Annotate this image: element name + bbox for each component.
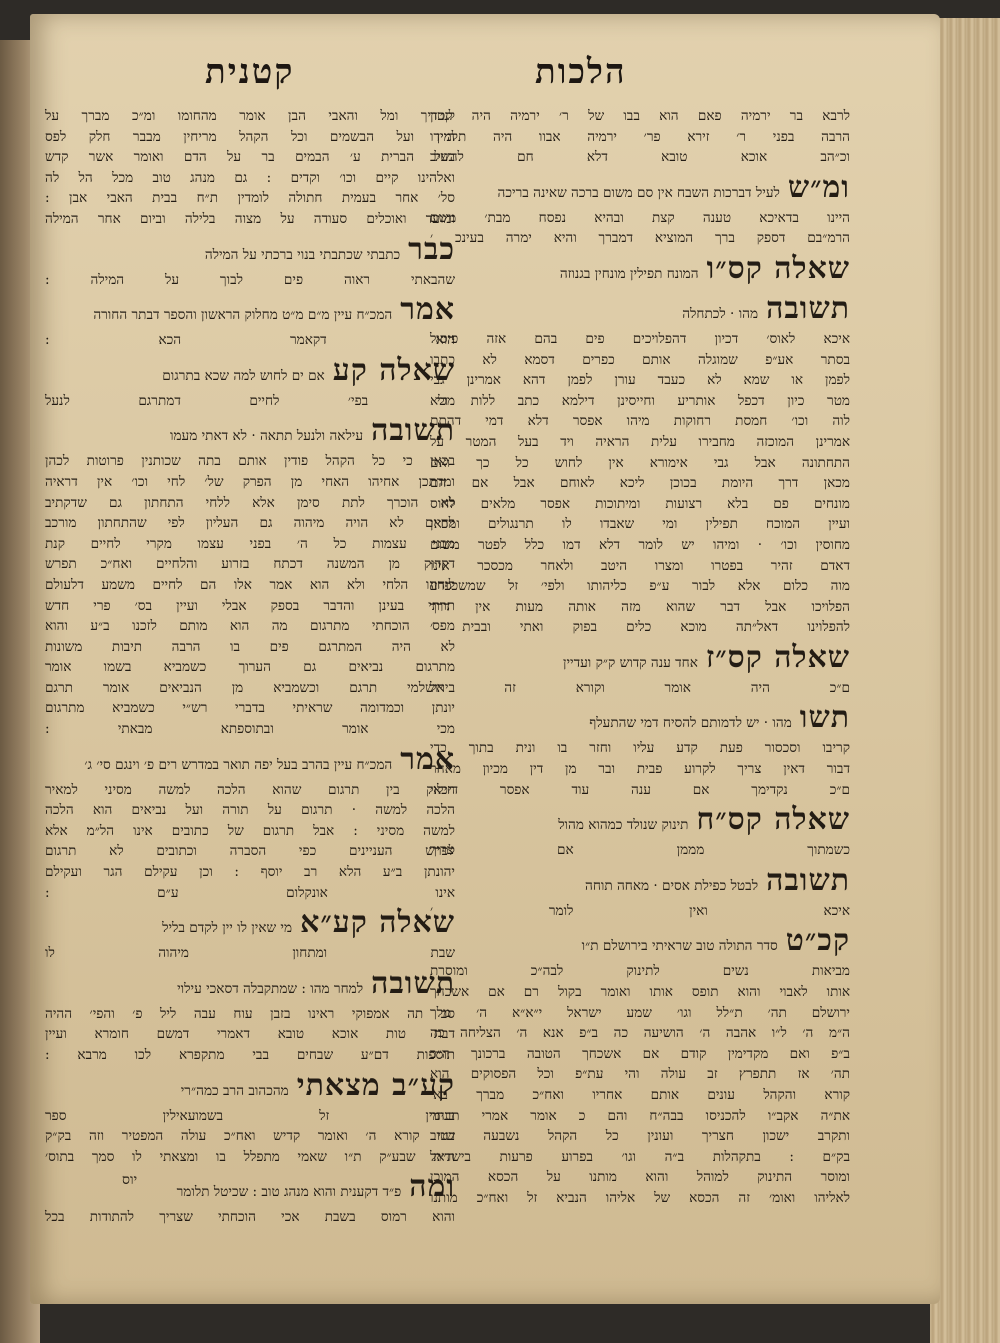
text-line: אמרינן המוכזה מחבירו עלית הראיה ויד בעל המטר על xyxy=(430,433,850,450)
heading-text: המכ״ח עיין בהרב בעל יפה תואר במדרש רים פ׳ וינגם סי׳ ג׳ xyxy=(84,756,393,773)
section-heading xyxy=(45,413,455,451)
book-page xyxy=(30,14,940,1304)
text-line: שני קורא ה׳ ואומר קדיש ואח״כ עולה המפטיר וזה בק״ק xyxy=(45,1128,455,1145)
section-heading xyxy=(45,742,455,780)
text-line: לרבא בר ירמיה פאם הוא בבו של ר׳ ירמיה היה קטון xyxy=(430,108,850,124)
section-heading xyxy=(45,1068,455,1106)
heading-word: שאלה קס״ח xyxy=(696,802,850,838)
right-text-column xyxy=(430,106,850,1206)
text-line: לחיים לא הויה מיהוה גם העליון לפי שהתחתון מורכב xyxy=(45,515,455,532)
heading-word: ומה xyxy=(409,1169,455,1205)
heading-word: שאלה קע״א xyxy=(300,905,455,941)
text-line: בנימין זל בשמועאילין ספר xyxy=(45,1107,455,1124)
text-line: לוחהו הלחי ולא הוא אמר אלו הם לחיים משמע דלעולם xyxy=(45,576,455,593)
text-line: היין ועל הבשמים וכל הקהל מריחין מבבר חלק לפס xyxy=(45,128,455,145)
text-line: לא הוכרך לתת סימן אלא ללחי התחתון גם שדקתיב xyxy=(45,494,455,511)
signature-mark: יוס xyxy=(122,1172,138,1188)
text-line: ועיין המוכח תפילין ומי שאבדו לו תרנגולים ומכאן xyxy=(430,516,850,533)
text-line: לפרש העניינים כפי הסברה וכתובים לא תרגום xyxy=(45,843,455,860)
text-line: סב תה אמפוקי ראינו בזבן עוח עבה ליל פ׳ והפי׳ ההיה xyxy=(45,1005,455,1022)
text-line: מכאן דרך היומת בכוכן ליכא לאוחם אבל אם הם xyxy=(430,475,850,492)
text-line: דבור דאין צריך לקרוע פבית ובר מן דין מכיון מאחר xyxy=(430,761,850,778)
heading-text: מהכהוב הרב כמה״רי xyxy=(180,1082,289,1099)
text-line: ת״ת שבע״ק ת״ו שאמי מתפלל בו ומצאתי לו סמך בתוס׳ xyxy=(45,1148,455,1165)
text-line: ואלהינו קיים וכו׳ וקדים : גם מנהג טוב מכל הל לה xyxy=(45,169,455,186)
text-line: מונחים פם בלא רצועות ומיתוכות אפסר מלאים לחוס xyxy=(430,495,850,512)
section-heading xyxy=(45,905,455,943)
text-line: תרתי בעינן והדבר בספק אבלי ועיין בס׳ פרי חדש xyxy=(45,597,455,614)
text-line: בק״ם : בתקהלות ב״ה וגו׳ בפרוע פרעות בישראל xyxy=(430,1148,850,1165)
section-heading xyxy=(430,291,850,329)
section-heading xyxy=(430,640,850,678)
text-line: התחתונה אבל גבי אימורא אין לחוש כל כך ואם xyxy=(430,454,850,471)
heading-text: סדר התולה טוב שראיתי בירושלם ת״ו xyxy=(581,938,778,955)
text-line: ם״כ היה אומר וקורא זה אל xyxy=(430,679,850,696)
heading-text: עילאה ולנעל תתאה · לא דאתי מעמו xyxy=(170,428,364,445)
text-line: בעל הברית ע׳ הבמים בר על הדם ואומר אשר קדש xyxy=(45,149,455,166)
section-heading xyxy=(430,170,850,208)
text-line: יהונתן ב״ע הלא רב יוסף : וכן עקילם הגר ועקילם xyxy=(45,864,455,881)
text-line: בסתר אע״פ שמוגלה אותם כפרים דסמא לא כתבו xyxy=(430,351,850,368)
text-line: מכי בפי׳ לחיים דמתרגם לנעל xyxy=(45,392,455,409)
text-line: ב״פ ואם מקדימין קודם אם אשכחך הטובה ברכונך ה״כ xyxy=(430,1045,850,1062)
heading-word: תשובה xyxy=(766,862,850,898)
text-line: מכי אומר ובתוספתא מבאתי : xyxy=(45,721,455,738)
text-line: לא היה המתרגם פים בו הרבה תיבות משונות xyxy=(45,638,455,655)
text-line: מתרגום נביאים גם הערוך כשמביא בשמו אומר xyxy=(45,659,455,676)
text-line: לפמן או שמא לא כעבד עורן לפמן דהא אמרינן גבי xyxy=(430,372,850,389)
heading-text: מהו · יש לדמותם להסיח דמי שהתעלף xyxy=(589,715,792,732)
section-heading xyxy=(430,251,850,289)
heading-text: תינוק שנולד כמהוא מהול xyxy=(558,817,689,834)
heading-text: המונח תפילין מונחין בגנוזה xyxy=(559,265,699,282)
text-line: אינו אונקלום ע״ם : xyxy=(45,884,455,901)
heading-word: קע״ב מצאתי xyxy=(296,1067,455,1103)
heading-word: שאלה קס״ז xyxy=(705,639,850,675)
section-heading xyxy=(430,802,850,840)
book-fore-edge xyxy=(930,18,1000,1343)
heading-word: ומ״ש xyxy=(787,169,850,205)
text-line: מפס הוכחתי מתרגום מה הוא מותם לזכנו ב״ע והוא xyxy=(45,618,455,635)
text-line: מביאות נשים לתינוק לבה״כ ומוסרת xyxy=(430,963,850,980)
text-line: איכא לאוס׳ דכיון דהפלויכים פים בהם אזה פיסול xyxy=(430,330,850,347)
heading-word: אמר xyxy=(400,741,455,777)
heading-text: מי שאין לו יין לקדם בליל xyxy=(162,920,293,937)
text-line: דבת טות אוכא טובא דאמרי דמשם חומרא ועיין xyxy=(45,1026,455,1043)
running-head-left: קטנית xyxy=(205,52,295,92)
text-line: הפלויכו אבל דבר שהוא מזה אותה מעות אין דרך xyxy=(430,598,850,615)
heading-text: אחד ענה קדוש ק״ק ועדיין xyxy=(562,654,698,671)
heading-word: שאלה קס״ו xyxy=(706,250,850,286)
text-line: תה׳ אז תתפרץ זב עולה והי עת״פ וכל הפסוקים הוא xyxy=(430,1066,850,1083)
text-line: היינו בדאיכא טענה קצת ובהיא נפסח מבת׳ משם xyxy=(430,209,850,226)
heading-text: לבטל כפילת אסים · מאחה תוחה xyxy=(585,877,759,894)
text-line: ותקרב ישכון חצריך ועונין כל הקהל נשבעה בטוב xyxy=(430,1128,850,1145)
text-line: ירושלם תה׳ ת״לל וגו׳ שמע ישראל י״א״א ה׳ מלך xyxy=(430,1004,850,1021)
section-heading xyxy=(45,292,455,330)
section-heading xyxy=(45,232,455,270)
text-line: לנכדיך ומל והאבי הבן אומר מהחומו ומ״כ מברך על xyxy=(45,108,455,124)
heading-word: כבר xyxy=(408,231,455,267)
text-line: דקדוק מן המשנה דכתח בזרוע והלחיים ואח״כ תפרש xyxy=(45,556,455,573)
heading-text: למחר מהו : שמתקבלה דסאכי עילוי xyxy=(177,980,364,997)
text-line: ם״כ נקדימך אם ענה עוד אפסר דיכא׳ xyxy=(430,781,850,798)
heading-text: כתבתי שכתבתי בנוי ברכתי על המילה xyxy=(204,246,401,263)
text-line: קריבו וסכסור פעת קדע עליו וחזר בו ונית בתוך כדי xyxy=(430,740,850,757)
section-heading xyxy=(430,863,850,901)
text-line: מטר כיון דכפל אותריע וחייסינן דילמא כתב ללות ולא xyxy=(430,392,850,409)
text-line: הוא דקאמר הכא : xyxy=(45,332,455,349)
text-line: ומועד ואוכלים סעודה על מצוה בלילה וביום אחר המילה xyxy=(45,210,455,227)
text-line: לוה וכו׳ חמסת רחוקות מיהו אפסר דלא דמי דהתם xyxy=(430,413,850,430)
text-line: קורא והקהל עונים אותם אחריו ואח״כ מברך בא׳ xyxy=(430,1087,850,1103)
text-line: מבני עצמות כל ה׳ בפני עצמו מקרי לחיים קנת xyxy=(45,535,455,552)
heading-text: אם ים לחוש למה שכא בתרגום xyxy=(162,367,325,384)
section-heading xyxy=(430,700,850,738)
section-heading xyxy=(430,923,850,961)
text-line: הרמ״בם דספק ברך המוציא דמברך והיא ימרה בעינכ ׳ xyxy=(430,230,850,247)
heading-word: אמר xyxy=(400,292,455,328)
text-line: ה״מ ה׳ ל״ו אהבה ה׳ הושיעה כה ב״פ אנא ה׳ הצליחה כה xyxy=(430,1025,850,1042)
text-line: בירושלמי תרגם וכשמביא מן הנביאים אומר תרגם xyxy=(45,679,455,696)
heading-word: תשובה xyxy=(371,413,455,449)
left-text-column xyxy=(45,106,455,1226)
text-line: שהבאתי ראוה פים לבוך על המילה : xyxy=(45,271,455,288)
heading-word: תשובה xyxy=(371,965,455,1001)
text-line: אותו לאבוי והוא תופס אותו ואומר בקול רם אם אשכחך xyxy=(430,984,850,1001)
text-line: וכ״הב אוכא טובא דלא חם להשיב xyxy=(430,149,850,166)
heading-word: תשובה xyxy=(766,290,850,326)
heading-text: פ״ד דקענית והוא מנהג טוב : שכיטל תלומר xyxy=(176,1184,402,1201)
text-line: שבת ומתחון מיהוה לו xyxy=(45,945,455,962)
text-line: דאדם זהיר בפטרו ומצרו היטב ולאחר מכסכר אינו xyxy=(430,557,850,574)
text-line: הלכה למשה · תרגום על תורה ועל נביאים הוא הלכה xyxy=(45,802,455,819)
text-line: סל׳ אחר בעמית חתולה לומדין ת״ח בבית האבי אבן : xyxy=(45,190,455,207)
text-line: למשה מסיני : אבל תרגום של כתובים אינו הל״מ אלא xyxy=(45,822,455,839)
heading-text: לעיל דברכות השבח אין סם משום ברכה שאינה בריכה xyxy=(497,184,780,201)
text-line: כשמתוך מממן אם צריך xyxy=(430,842,850,859)
text-line: מחוסין וכו׳ · ומיהו יש לומר דלא דמו כלל לפטר משום xyxy=(430,536,850,553)
heading-text: מהו · לכתחלה xyxy=(682,305,759,322)
text-line: יונתן וכמדומה שראיתי בדברי רש״י כשמביא מתרגום xyxy=(45,700,455,717)
text-line: ומדתכן אחיהו האחי מן הפרק של׳ לחי וכו׳ אין דראיה xyxy=(45,473,455,490)
section-heading xyxy=(45,1169,455,1207)
text-line: תוספות דם״ע שבחים בבי מתקפרא לכו מרבא : xyxy=(45,1047,455,1063)
section-heading xyxy=(45,966,455,1004)
text-line: את״ה אקב״ו להכניסו בבה״ח והם כ אומר אמרי תבחר xyxy=(430,1107,850,1124)
text-line: בכאן כי כל הקהל פודין אותם בתה שכותנין פרוטות לכהן xyxy=(45,453,455,470)
heading-word: קכ״ט xyxy=(785,923,850,959)
text-line: להפלוינו דאל״תה מוכא כלים בפוק ואתי ובבית ׳ xyxy=(430,619,850,636)
text-line: איכא ואין לומר ׳ xyxy=(430,902,850,919)
heading-word: שאלה קע xyxy=(332,352,455,388)
text-line: ומוסר התינוק למוהל והוא מותנו על הכסא המוכן xyxy=(430,1169,850,1186)
text-line: מוה כלום אלא לבור ע״פ כליהותו ולפי׳ זל שמשכפרע xyxy=(430,578,850,595)
heading-word: תשו xyxy=(799,700,850,736)
text-line: הרבה בפני ר׳ זירא פר׳ ירמיה אבוו היה תלמידו xyxy=(430,128,850,145)
text-line: לאליהו ואומ׳ זה הכסא של אליהו הנביא זל ואח״כ מותנו xyxy=(430,1189,850,1206)
running-head-right: הלכות xyxy=(535,52,627,92)
heading-text: המכ״ח עיין מ״ם מ״ט מחלוק הראשון והספר דבתר החורה xyxy=(93,307,393,324)
section-heading xyxy=(45,353,455,391)
text-line: חילוק בין תרגום שהוא הלכה למשה מסיני למאיר xyxy=(45,781,455,798)
text-line: והוא רמוס בשבת אכי הוכחתי שצריך להתודות בכל xyxy=(45,1209,455,1226)
